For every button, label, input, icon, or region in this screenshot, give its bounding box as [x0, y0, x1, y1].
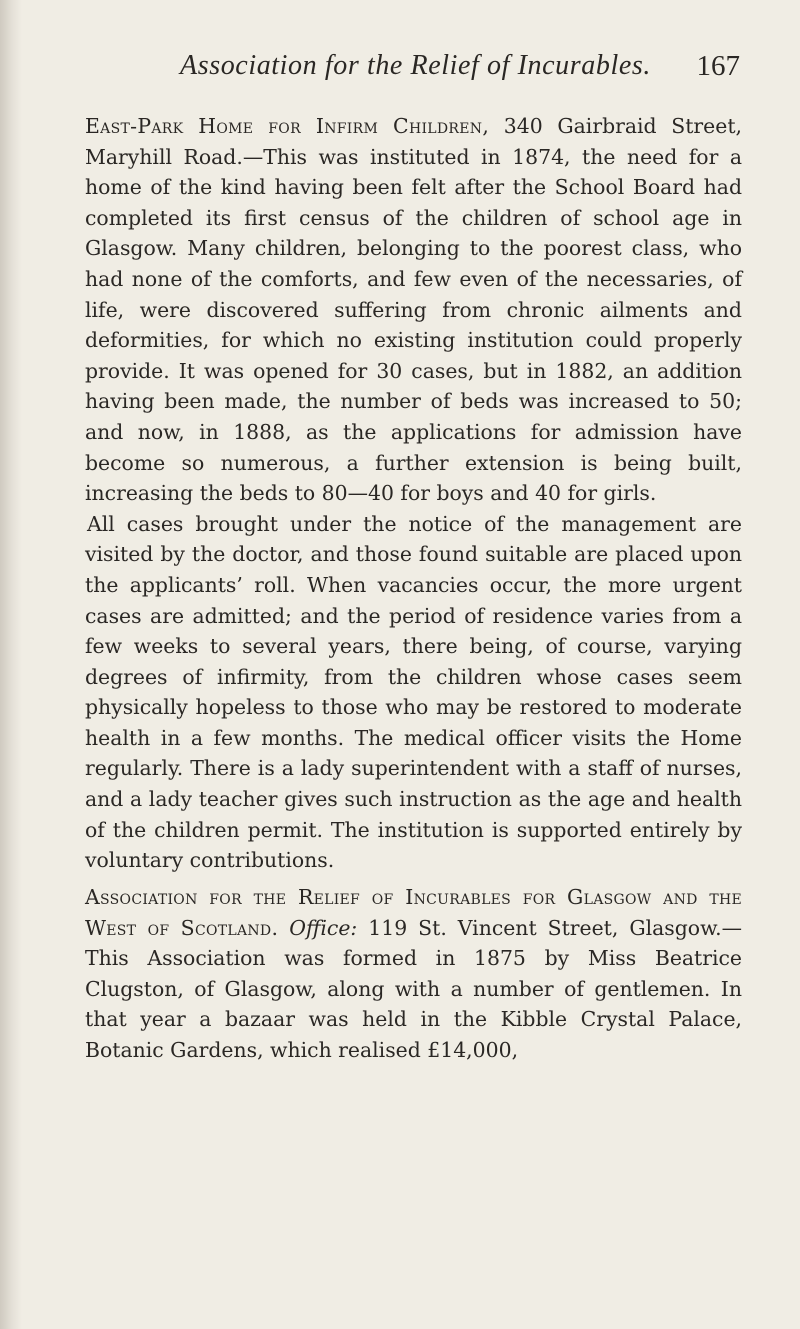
paragraph-east-park-admission: All cases brought under the notice of the management are visited by the doctor, and those found suitable are placed upon the applicants’ roll. When vacancies occur, the more urgent cases are admitted; and the period of residence varies from a few weeks to several years, there being, of course, varying degrees of infirmity, from the children whose cases seem physically hopeless to those who may be restored to moderate health in a few months. The medical officer visits the Home regularly. There is a lady superintendent with a staff of nurses, and a lady teacher gives such instruction as the age and health of the children permit. The institution is supported entirely by voluntary contributions. [85, 511, 742, 873]
paragraph-text: 119 St. Vincent Street, Glasgow.—This Association was formed in 1875 by Miss Beatrice Clugston, of Glasgow, along with a number of gentlemen. In that year a bazaar was held in the Kibble Crystal Palace, Botanic Gardens, which realised £14,000, [85, 915, 742, 1062]
running-title: Association for the Relief of Incurables. [180, 50, 651, 81]
office-label: Office: [289, 915, 358, 940]
paragraph-text: 340 Gairbraid Street, Maryhill Road.—This was instituted in 1874, the need for a home of the kind having been felt after the School Board had completed its first census of the children of school age in Glasgow. Many children, belonging to the poorest class, who had none of the comforts, and few even of the necessaries, of life, were discovered suffering from chronic ailments and deformities, for which no existing institution could properly provide. It was opened for 30 cases, but in 1882, an addition having been made, the number of beds was increased to 50; and now, in 1888, as the applications for admission have become so numerous, a further extension is being built, increasing the beds to 80—40 for boys and 40 for girls. [85, 114, 742, 506]
section-heading-east-park: East-Park Home for Infirm Children, [85, 114, 490, 138]
paragraph-association-intro [85, 882, 742, 1066]
section-heading-association: Association for the Relief of Incurables for Glasgow and the West of Scotland. [85, 885, 742, 940]
page-number: 167 [696, 50, 740, 82]
section-east-park-home [85, 111, 742, 876]
paragraph-east-park-intro [85, 111, 742, 509]
running-head [180, 50, 740, 98]
section-incurables-association [85, 882, 742, 1066]
